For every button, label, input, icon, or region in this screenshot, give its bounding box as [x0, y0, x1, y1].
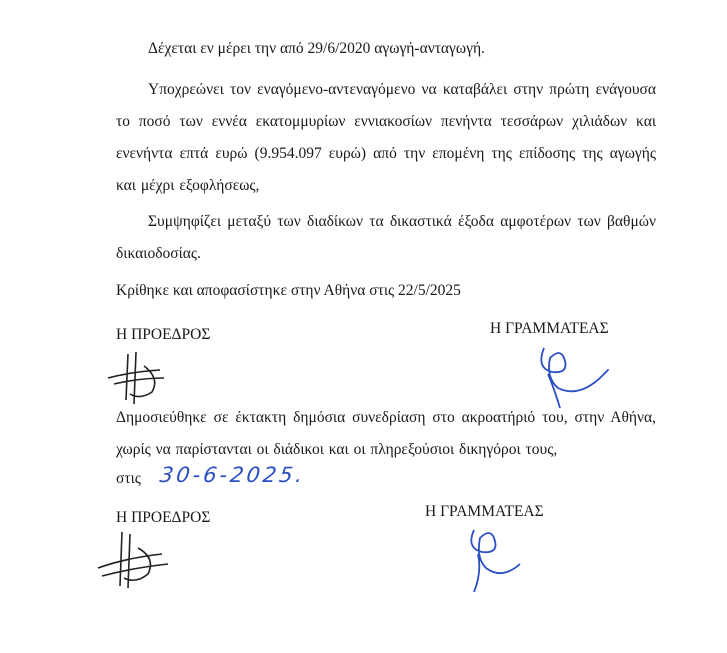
published-prefix: στις	[116, 470, 141, 487]
president-label-2: Η ΠΡΟΕΔΡΟΣ	[116, 509, 211, 526]
decided-date-line: Κρίθηκε και αποφασίστηκε στην Αθήνα στις 22/5/2025	[116, 282, 461, 299]
president-label: Η ΠΡΟΕΔΡΟΣ	[116, 326, 211, 343]
paragraph-published: Δημοσιεύθηκε σε έκτακτη δημόσια συνεδρίαση στο ακροατήριό του, στην Αθήνα, χωρίς να παρίστανται οι διάδικοι και οι πληρεξούσιοι δικηγόροι τους,	[116, 409, 656, 458]
president-signature-2	[92, 528, 182, 598]
paragraph-costs: Συμψηφίζει μεταξύ των διαδίκων τα δικαστικά έξοδα αμφοτέρων των βαθμών δικαιοδοσίας.	[116, 213, 656, 262]
paragraph-accept-claim: Δέχεται εν μέρει την από 29/6/2020 αγωγή-ανταγωγή.	[148, 40, 485, 57]
secretary-signature-2	[460, 508, 550, 598]
secretary-label-2: Η ΓΡΑΜΜΑΤΕΑΣ	[425, 503, 544, 520]
paragraph-obligation: Υποχρεώνει τον εναγόμενο-αντεναγόμενο να καταβάλει στην πρώτη ενάγουσα το ποσό των εννέα εκατομμυρίων εννιακοσίων πενήντα τεσσάρων χιλιάδων και ενενήντα επτά ευρώ (9.954.097 ευρώ) από την επομένη της επίδοσης της αγωγής και μέχρι εξοφλήσεως,	[116, 81, 656, 194]
president-signature	[100, 348, 180, 408]
handwritten-date: 30-6-2025.	[158, 463, 308, 487]
secretary-label: Η ΓΡΑΜΜΑΤΕΑΣ	[490, 320, 609, 337]
